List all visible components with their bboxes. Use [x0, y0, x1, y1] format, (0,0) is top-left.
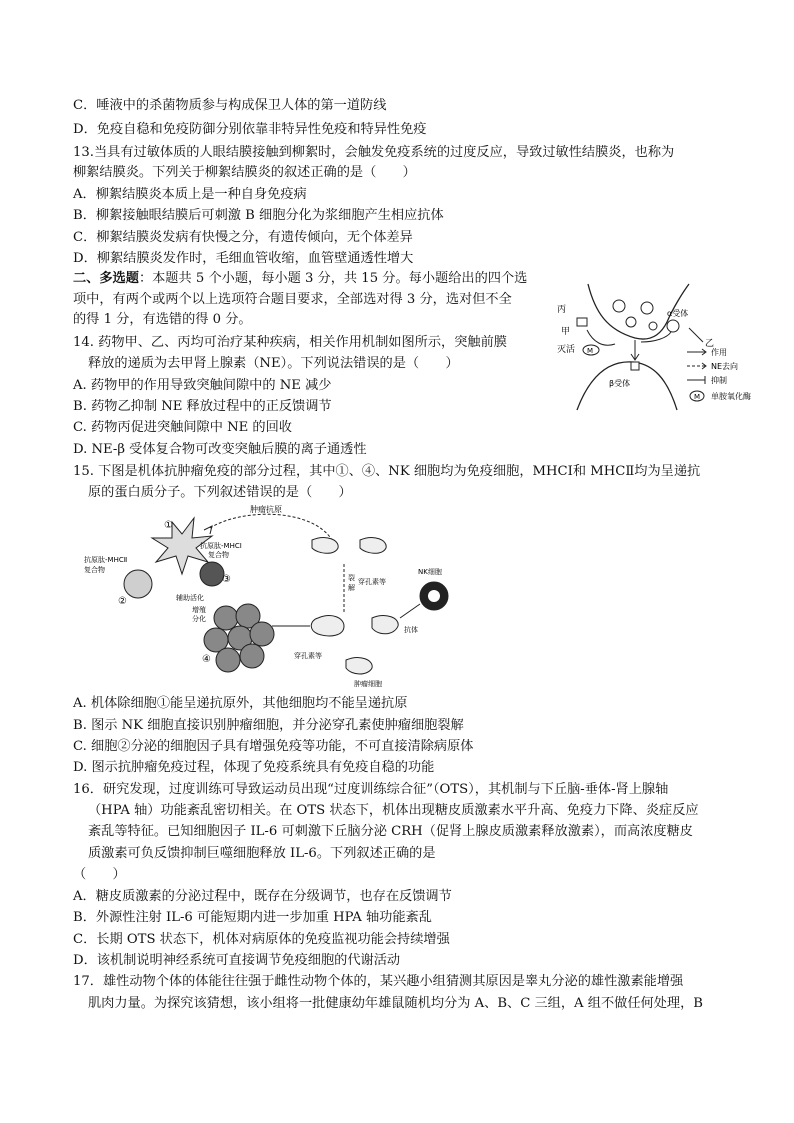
section2-instructions: ：本题共 5 个小题，每小题 3 分，共 15 分。每小题给出的四个选	[138, 271, 528, 286]
legend-mao-label: 单胺氧化酶	[711, 392, 751, 401]
legend-action-label: 作用	[711, 348, 727, 357]
alpha-receptor-icon	[667, 320, 679, 332]
effector-cell	[216, 648, 240, 672]
q15-option-c: C. 细胞②分泌的细胞因子具有增强免疫等功能，不可直接清除病原体	[73, 739, 474, 754]
mhc2-label-line1: 抗原肽-MHCⅡ	[84, 556, 128, 564]
tumor-antigen-label: 肿瘤抗原	[250, 505, 282, 514]
effector-cell	[250, 622, 274, 646]
inactivation-label: 灭活	[557, 345, 576, 355]
q14-option-c: C. 药物丙促进突触间隙中 NE 的回收	[73, 420, 292, 435]
differentiation-label-line2: 分化	[192, 615, 206, 623]
q12-option-c: C．唾液中的杀菌物质参与构成保卫人体的第一道防线	[73, 98, 387, 113]
q14-option-b: B. 药物乙抑制 NE 释放过程中的正反馈调节	[73, 399, 332, 414]
cytotoxic-t-cell	[200, 562, 224, 586]
q16-option-d: D．该机制说明神经系统可直接调节免疫细胞的代谢活动	[73, 953, 401, 968]
q15-option-d: D. 图示抗肿瘤免疫过程，体现了免疫系统具有免疫自稳的功能	[73, 760, 435, 775]
q14-stem-line1: 14. 药物甲、乙、丙均可治疗某种疾病，相关作用机制如图所示，突触前膜	[73, 335, 507, 350]
q14-option-a: A. 药物甲的作用导致突触间隙中的 NE 减少	[73, 378, 332, 393]
section2-line3: 的得 1 分，有选错的得 0 分。	[73, 312, 252, 327]
q15-option-a: A. 机体除细胞①能呈递抗原外，其他细胞均不能呈递抗原	[73, 696, 408, 711]
lysis-label-line2: 解	[348, 584, 355, 592]
effector-cell	[240, 644, 264, 668]
q15-stem-line1: 15. 下图是机体抗肿瘤免疫的部分过程，其中①、④、NK 细胞均为免疫细胞，MHCⅠ和 MHCⅡ均为呈递抗	[73, 464, 701, 479]
q13-option-c: C．柳絮结膜炎发病有快慢之分，有遗传倾向，无个体差异	[73, 230, 413, 245]
q16-stem-line4: 质激素可负反馈抑制巨噬细胞释放 IL-6。下列叙述正确的是	[88, 846, 436, 861]
vesicle	[613, 300, 625, 312]
q14-option-d: D. NE-β 受体复合物可改变突触后膜的离子通透性	[73, 442, 367, 457]
drug-bing-label: 丙	[557, 305, 567, 315]
lysis-label-line1: 裂	[348, 574, 355, 582]
differentiation-label-line1: 增殖	[192, 606, 206, 614]
beta-receptor-icon	[631, 362, 639, 370]
q17-stem-line2: 肌肉力量。为探究该猜想，该小组将一批健康幼年雄鼠随机均分为 A、B、C 三组，A 组不做任何处理，B	[88, 996, 703, 1011]
tumor-cell-icon	[346, 658, 372, 674]
synapse-figure	[555, 282, 765, 414]
tumor-cell-label: 肿瘤细胞	[354, 680, 382, 688]
q16-stem-line3: 紊乱等特征。已知细胞因子 IL-6 可刺激下丘脑分泌 CRH（促肾上腺皮质激素释放激素），而高浓度糖皮	[88, 824, 693, 839]
q13-option-d: D．柳絮结膜炎发作时，毛细血管收缩，血管壁通透性增大	[73, 251, 414, 266]
cell-1-label: ①	[164, 520, 173, 531]
effector-cell	[214, 606, 238, 630]
alpha-receptor-label: α受体	[667, 309, 689, 318]
q13-option-b: B．柳絮接触眼结膜后可刺激 B 细胞分化为浆细胞产生相应抗体	[73, 208, 444, 223]
vesicle	[649, 322, 657, 330]
legend-ne-label: NE去向	[711, 362, 739, 371]
vesicle	[626, 317, 636, 327]
section2-line2: 项中，有两个或两个以上选项符合题目要求，全部选对得 3 分，选对但不全	[73, 292, 512, 307]
perforin-label-bottom: 穿孔素等	[294, 652, 322, 660]
drug-yi-arrow	[689, 328, 703, 342]
vesicle	[641, 302, 653, 314]
mhc1-label-line1: 抗原肽-MHCⅠ	[200, 542, 242, 550]
section2-heading: 二、多选题	[73, 271, 139, 286]
q16-stem-line5: （ ）	[73, 867, 126, 882]
section2-line1	[73, 269, 527, 289]
q17-stem-line1: 17．雄性动物个体的体能往往强于雌性动物个体的，某兴趣小组猜测其原因是睾丸分泌的雄性激素能增强	[73, 974, 684, 989]
q14-stem-line2: 释放的递质为去甲肾上腺素（NE）。下列说法错误的是（ ）	[88, 356, 459, 371]
cell-3-label: ③	[222, 574, 231, 585]
mao-label: M	[587, 347, 594, 355]
q13-stem-line2: 柳絮结膜炎。下列关于柳絮结膜炎的叙述正确的是（ ）	[73, 165, 416, 180]
perforin-label-top: 穿孔素等	[358, 578, 386, 586]
q16-stem-line2: （HPA 轴）功能紊乱密切相关。在 OTS 状态下，机体出现糖皮质激素水平升高、免疫力下降、炎症反应	[88, 803, 699, 818]
beta-receptor-label: β受体	[609, 379, 631, 388]
mhc1-label-line2: 复合物	[208, 551, 229, 559]
q13-stem-line1: 13.当具有过敏体质的人眼结膜接触到柳絮时，会触发免疫系统的过度反应，导致过敏性结膜炎，也称为	[73, 145, 675, 160]
q16-option-c: C．长期 OTS 状态下，机体对病原体的免疫监视功能会持续增强	[73, 932, 450, 947]
antibody-label: 抗体	[404, 626, 418, 634]
tumor-antigen-arrow	[210, 514, 332, 540]
tumor-cell-icon	[311, 616, 344, 636]
mhc2-label-line2: 复合物	[84, 566, 105, 574]
q12-option-d: D．免疫自稳和免疫防御分别依靠非特异性免疫和特异性免疫	[73, 122, 427, 137]
reuptake-arrow	[587, 330, 615, 345]
legend-inhibit-icon	[687, 376, 705, 384]
legend-inhibit-label: 抑制	[711, 376, 727, 385]
antitumor-immunity-figure	[82, 500, 472, 690]
ne-transporter	[577, 318, 587, 326]
alpha-arrow	[641, 332, 671, 342]
drug-jia-label: 甲	[561, 327, 571, 337]
q15-option-b: B. 图示 NK 细胞直接识别肿瘤细胞，并分泌穿孔素使肿瘤细胞裂解	[73, 718, 464, 733]
cell-4-label: ④	[202, 654, 211, 665]
q13-option-a: A．柳絮结膜炎本质上是一种自身免疫病	[73, 187, 307, 202]
nk-cell-label: NK细胞	[418, 568, 442, 576]
nk-cell-nucleus	[428, 590, 440, 602]
q16-stem-line1: 16．研究发现，过度训练可导致运动员出现“过度训练综合征”（OTS），其机制与下丘脑-垂体-肾上腺轴	[73, 782, 669, 797]
q16-option-b: B．外源性注射 IL-6 可能短期内进一步加重 HPA 轴功能紊乱	[73, 910, 432, 925]
legend-mao-letter: M	[694, 393, 701, 401]
helper-t-cell	[124, 570, 152, 598]
nk-action-arrow	[400, 604, 420, 618]
q15-stem-line2: 原的蛋白质分子。下列叙述错误的是（ ）	[88, 485, 352, 500]
q16-option-a: A．糖皮质激素的分泌过程中，既存在分级调节，也存在反馈调节	[73, 889, 452, 904]
help-activation-label: 辅助活化	[176, 594, 204, 602]
cell-2-label: ②	[118, 596, 127, 607]
tumor-cell-icon	[372, 616, 398, 634]
lysed-tumor-cell-icon	[312, 538, 338, 554]
lysed-tumor-cell-icon	[360, 538, 386, 554]
drug-yi-label: 乙	[705, 339, 715, 349]
